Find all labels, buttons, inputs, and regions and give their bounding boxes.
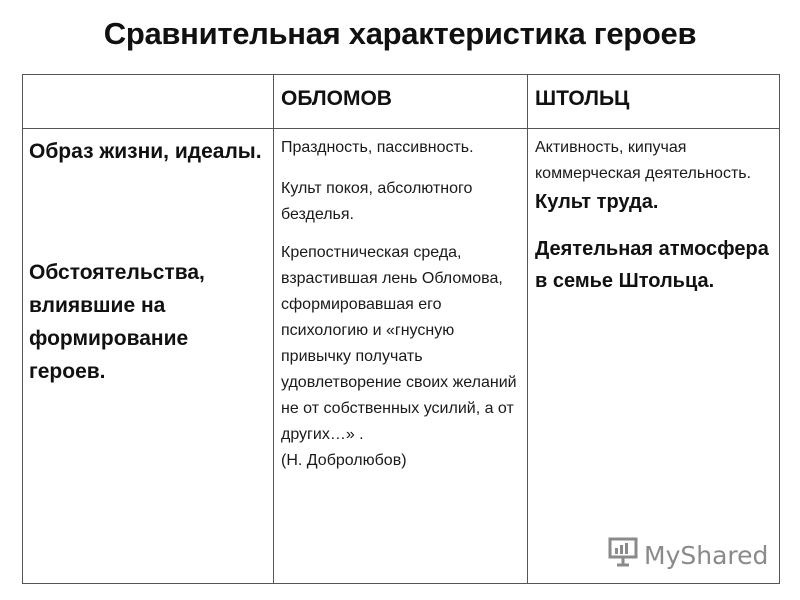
stolz-cell bbox=[535, 135, 775, 297]
oblomov-cell bbox=[281, 135, 526, 474]
header-stolz: ШТОЛЬЦ bbox=[535, 87, 630, 110]
stolz-lifestyle-1: Активность, кипучая коммерческая деятельность. bbox=[535, 139, 752, 182]
header-oblomov: ОБЛОМОВ bbox=[281, 87, 392, 110]
page-title: Сравнительная характеристика героев bbox=[103, 16, 697, 51]
comparison-table bbox=[22, 74, 780, 584]
myshared-logo-icon bbox=[608, 536, 644, 574]
oblomov-lifestyle-2: Культ покоя, абсолютного безделья. bbox=[281, 180, 473, 223]
watermark-text: MyShared bbox=[644, 540, 769, 570]
oblomov-lifestyle-1: Праздность, пассивность. bbox=[281, 139, 474, 156]
watermark bbox=[608, 536, 768, 574]
row-label-circumstances: Обстоятельства, влиявшие на формирование героев. bbox=[29, 261, 205, 383]
row-labels-cell bbox=[29, 135, 269, 388]
table-column-divider bbox=[527, 75, 528, 583]
stolz-circumstances: Деятельная атмосфера в семье Штольца. bbox=[535, 238, 769, 292]
oblomov-source: (Н. Добролюбов) bbox=[281, 452, 407, 469]
row-label-lifestyle: Образ жизни, идеалы. bbox=[29, 140, 262, 163]
table-header-divider bbox=[23, 128, 779, 129]
oblomov-circumstances: Крепостническая среда, взрастившая лень Обломова, сформировавшая его психологию и «гнусную привычку получать удовлетворение своих желаний не от собственных усилий, а от других…» . bbox=[281, 244, 517, 443]
table-column-divider bbox=[273, 75, 274, 583]
stolz-lifestyle-2: Культ труда. bbox=[535, 191, 659, 213]
